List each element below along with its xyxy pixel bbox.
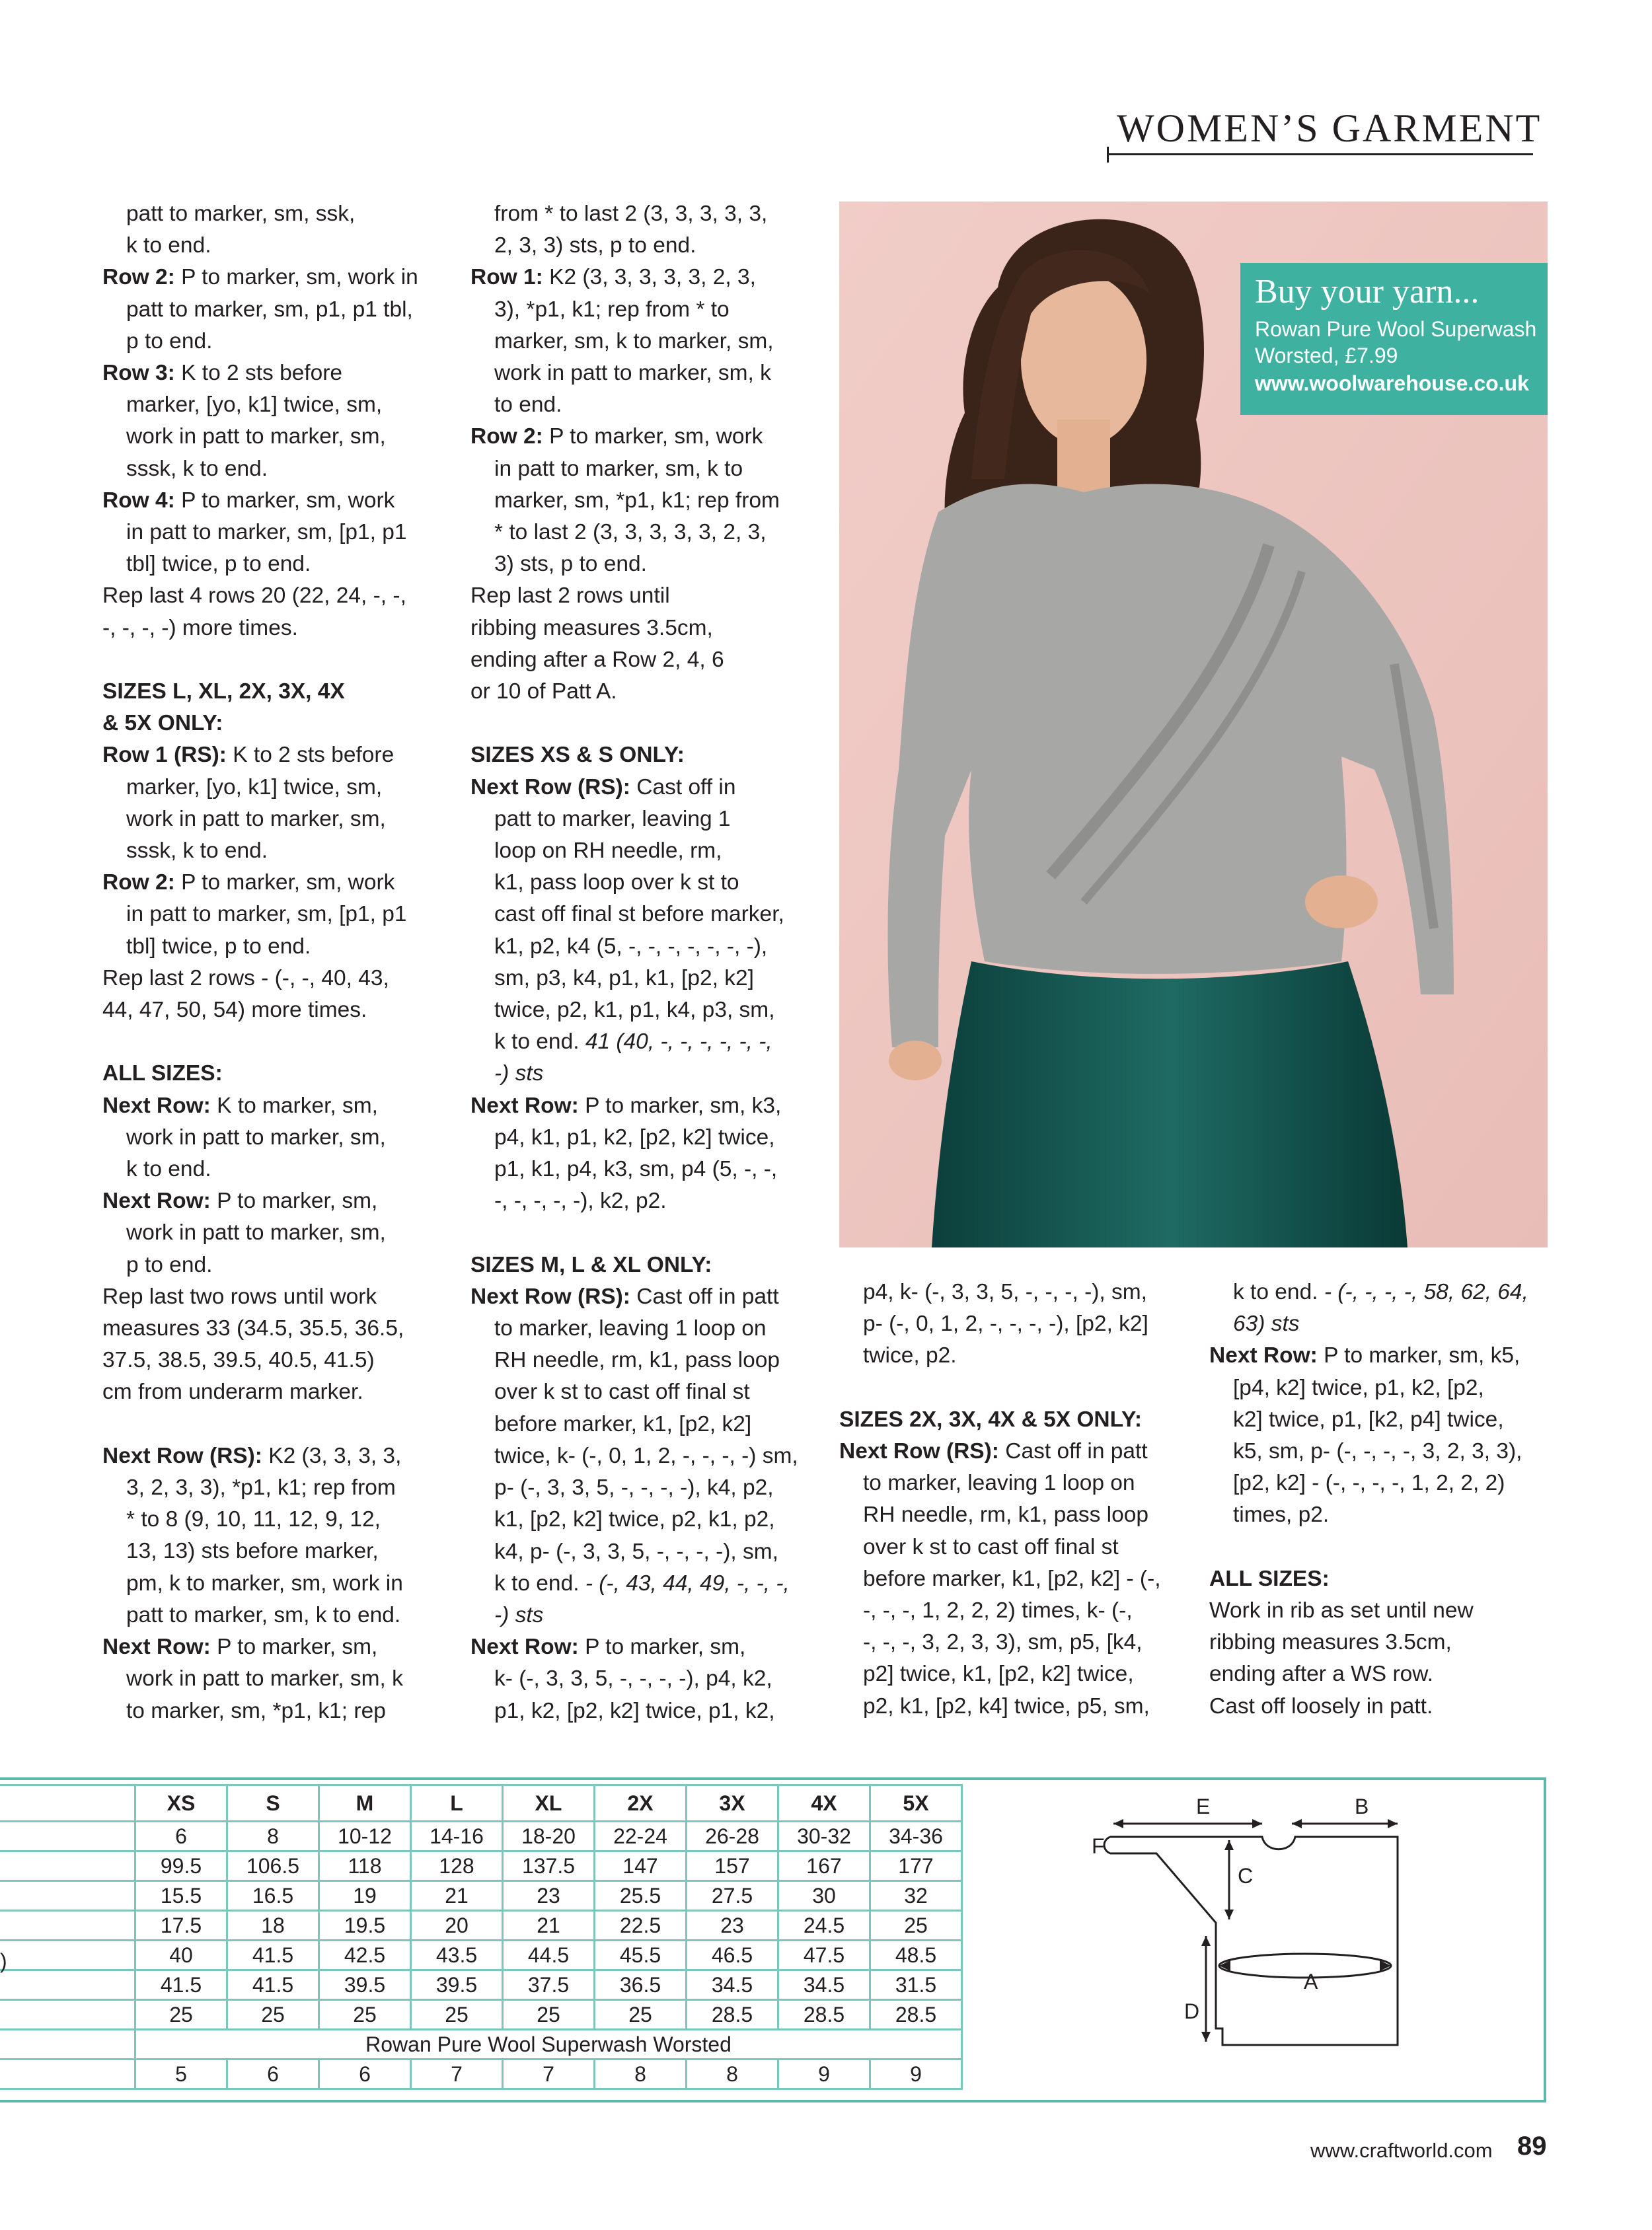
sizes-heading: ALL SIZES: — [102, 1061, 223, 1086]
table-cell: 25 — [227, 2000, 319, 2030]
text-line: twice, k- (-, 0, 1, 2, -, -, -, -) sm, — [494, 1443, 798, 1468]
text-line: loop on RH needle, rm, — [494, 838, 722, 864]
text-line: p to end. — [126, 1252, 213, 1277]
yarn-name-cell: Rowan Pure Wool Superwash Worsted — [135, 2030, 962, 2060]
row-instruction: Next Row (RS): Cast off in — [470, 774, 736, 799]
schematic-cuff-line — [1104, 1837, 1110, 1853]
row-label: Next Row: — [102, 1189, 211, 1214]
text-line: to marker, leaving 1 loop on — [494, 1316, 767, 1341]
table-row — [0, 1911, 962, 1941]
text-line: over k st to cast off final st — [863, 1534, 1119, 1559]
table-cell: 30 — [778, 1881, 870, 1911]
row-label: Row 2: — [470, 424, 543, 449]
label-f: F — [1092, 1834, 1105, 1858]
buy-yarn-title: Buy your yarn... — [1255, 273, 1480, 311]
text-line: p4, k- (-, 3, 3, 5, -, -, -, -), sm, — [863, 1280, 1147, 1304]
table-cell: 8 — [595, 2060, 687, 2089]
table-cell: 37.5 — [503, 1970, 595, 2000]
row-instruction: Row 1: K2 (3, 3, 3, 3, 3, 2, 3, — [470, 265, 756, 290]
table-cell: 2X — [595, 1785, 687, 1822]
table-row — [0, 1851, 962, 1881]
table-cell: 34.5 — [778, 1970, 870, 2000]
row-instruction: Next Row: P to marker, sm, — [102, 1189, 378, 1214]
row-label: Row 2: — [102, 870, 175, 895]
row-label-cell — [0, 1941, 135, 1970]
table-cell: 20 — [411, 1911, 503, 1941]
table-cell: 48.5 — [870, 1941, 962, 1970]
text-line: k2] twice, p1, [k2, p4] twice, — [1233, 1407, 1504, 1432]
table-cell: 7 — [503, 2060, 595, 2089]
text-line: marker, sm, k to marker, sm, — [494, 328, 774, 353]
text-line: twice, p2. — [863, 1343, 957, 1368]
garment-schematic — [1064, 1787, 1421, 2078]
title-rule-tick — [1107, 147, 1109, 163]
label-a: A — [1304, 1970, 1318, 1993]
table-cell: 31.5 — [870, 1970, 962, 2000]
sizes-heading: SIZES XS & S ONLY: — [470, 743, 685, 768]
text-line: in patt to marker, sm, k to — [494, 456, 743, 481]
table-cell: 177 — [870, 1851, 962, 1881]
text-line: Cast off loosely in patt. — [1209, 1693, 1433, 1719]
label-e: E — [1196, 1795, 1211, 1818]
text-line: or 10 of Patt A. — [470, 679, 617, 704]
table-cell: 106.5 — [227, 1851, 319, 1881]
text-line: to marker, sm, *p1, k1; rep — [126, 1698, 386, 1723]
table-cell: 128 — [411, 1851, 503, 1881]
table-cell: 6 — [319, 2060, 411, 2089]
text-line: -, -, -, 3, 2, 3, 3), sm, p5, [k4, — [863, 1630, 1143, 1655]
table-cell: 19.5 — [319, 1911, 411, 1941]
text-line: work in patt to marker, sm, — [126, 806, 386, 831]
table-row — [0, 1970, 962, 2000]
text-line: cast off final st before marker, — [494, 902, 784, 927]
table-cell: 3X — [687, 1785, 778, 1822]
text-line: marker, [yo, k1] twice, sm, — [126, 392, 383, 418]
text-line: work in patt to marker, sm, — [126, 424, 386, 449]
title-rule — [1107, 153, 1533, 155]
table-cell: 34-36 — [870, 1822, 962, 1851]
row-label-cell — [0, 1822, 135, 1851]
text-line: * to 8 (9, 10, 11, 12, 9, 12, — [126, 1507, 381, 1532]
row-label: Row 3: — [102, 361, 175, 386]
text-line: p- (-, 3, 3, 5, -, -, -, -), k4, p2, — [494, 1475, 774, 1501]
table-cell: 137.5 — [503, 1851, 595, 1881]
table-cell: XS — [135, 1785, 227, 1822]
text-line: over k st to cast off final st — [494, 1380, 750, 1405]
text-line: sm, p3, k4, p1, k1, [p2, k2] — [494, 965, 754, 990]
table-cell: 28.5 — [778, 2000, 870, 2030]
text-line: 44, 47, 50, 54) more times. — [102, 998, 367, 1023]
text-line: 37.5, 38.5, 39.5, 40.5, 41.5) — [102, 1348, 375, 1373]
text-line: from * to last 2 (3, 3, 3, 3, 3, — [494, 202, 768, 226]
text-line: work in patt to marker, sm, — [126, 1220, 386, 1245]
text-line: patt to marker, sm, p1, p1 tbl, — [126, 297, 413, 322]
table-cell: 42.5 — [319, 1941, 411, 1970]
text-line: pm, k to marker, sm, work in — [126, 1571, 403, 1596]
text-line: -) sts — [494, 1602, 544, 1627]
text-line: Rep last two rows until work — [102, 1284, 377, 1309]
table-cell: 44.5 — [503, 1941, 595, 1970]
table-cell: 18 — [227, 1911, 319, 1941]
table-cell: 43.5 — [411, 1941, 503, 1970]
row-label: Row 1: — [470, 265, 543, 290]
text-line: k to end. - (-, 43, 44, 49, -, -, -, — [494, 1571, 790, 1596]
table-cell: 34.5 — [687, 1970, 778, 2000]
table-cell: 39.5 — [411, 1970, 503, 2000]
table-cell: M — [319, 1785, 411, 1822]
text-line: ending after a Row 2, 4, 6 — [470, 647, 724, 672]
table-cell: 5X — [870, 1785, 962, 1822]
text-line: marker, [yo, k1] twice, sm, — [126, 774, 383, 799]
text-line: p to end. — [126, 328, 213, 353]
table-cell: 25 — [411, 2000, 503, 2030]
row-instruction: Next Row (RS): K2 (3, 3, 3, 3, — [102, 1443, 402, 1468]
row-instruction: Next Row (RS): Cast off in patt — [470, 1284, 779, 1309]
row-instruction: Next Row: P to marker, sm, — [102, 1635, 378, 1660]
table-cell: 41.5 — [135, 1970, 227, 2000]
text-line: in patt to marker, sm, [p1, p1 — [126, 520, 407, 545]
pattern-column-4 — [1209, 1277, 1553, 1723]
table-cell: 157 — [687, 1851, 778, 1881]
text-line: 3), *p1, k1; rep from * to — [494, 297, 730, 322]
table-row — [0, 1941, 962, 1970]
text-line: 3, 2, 3, 3), *p1, k1; rep from — [126, 1475, 396, 1501]
text-line: in patt to marker, sm, [p1, p1 — [126, 902, 407, 927]
text-line: ending after a WS row. — [1209, 1662, 1433, 1687]
text-line: cm from underarm marker. — [102, 1380, 363, 1405]
table-cell: 25 — [135, 2000, 227, 2030]
text-line: k to end. 41 (40, -, -, -, -, -, -, — [494, 1029, 772, 1055]
table-cell: 41.5 — [227, 1970, 319, 2000]
text-line: to end. — [494, 392, 562, 418]
table-cell: 28.5 — [870, 2000, 962, 2030]
text-line: RH needle, rm, k1, pass loop — [863, 1503, 1148, 1528]
row-label: Next Row: — [470, 1635, 579, 1660]
text-line: times, p2. — [1233, 1503, 1330, 1528]
table-cell: 18-20 — [503, 1822, 595, 1851]
table-cell: 47.5 — [778, 1941, 870, 1970]
table-cell: 23 — [687, 1911, 778, 1941]
label-d: D — [1184, 1999, 1200, 2023]
table-cell: XL — [503, 1785, 595, 1822]
table-cell: 17.5 — [135, 1911, 227, 1941]
table-cell: 30-32 — [778, 1822, 870, 1851]
pattern-column-3 — [839, 1277, 1196, 1723]
text-line: p1, k2, [p2, k2] twice, p1, k2, — [494, 1698, 775, 1723]
table-cell: 6 — [227, 2060, 319, 2089]
label-c: C — [1238, 1864, 1254, 1888]
row-instruction: Next Row: K to marker, sm, — [102, 1093, 378, 1118]
text-line: patt to marker, sm, k to end. — [126, 1602, 401, 1627]
text-line: sssk, k to end. — [126, 456, 268, 481]
table-cell: S — [227, 1785, 319, 1822]
table-cell: 36.5 — [595, 1970, 687, 2000]
table-row — [0, 1822, 962, 1851]
table-cell: 45.5 — [595, 1941, 687, 1970]
text-line: measures 33 (34.5, 35.5, 36.5, — [102, 1316, 404, 1341]
table-cell: 99.5 — [135, 1851, 227, 1881]
table-cell: 5 — [135, 2060, 227, 2089]
text-line: sssk, k to end. — [126, 838, 268, 864]
text-line: tbl] twice, p to end. — [126, 934, 311, 959]
table-header-row — [0, 1785, 962, 1822]
text-line: work in patt to marker, sm, k — [126, 1666, 403, 1691]
row-instruction: Next Row: P to marker, sm, k5, — [1209, 1343, 1521, 1368]
table-row — [0, 2000, 962, 2030]
text-line: -, -, -, -) more times. — [102, 615, 298, 640]
row-instruction: Next Row (RS): Cast off in patt — [839, 1439, 1148, 1464]
text-line: p2, k1, [p2, k4] twice, p5, sm, — [863, 1693, 1150, 1719]
table-cell: 6 — [135, 1822, 227, 1851]
row-label-cell — [0, 1881, 135, 1911]
pattern-column-1 — [102, 198, 459, 1727]
row-instruction: Row 2: P to marker, sm, work — [470, 424, 763, 449]
text-line: k5, sm, p- (-, -, -, -, 3, 2, 3, 3), — [1233, 1439, 1522, 1464]
table-cell: L — [411, 1785, 503, 1822]
table-cell: 21 — [411, 1881, 503, 1911]
table-row-balls — [0, 2060, 962, 2089]
yarn-row — [0, 2030, 962, 2060]
text-line: [p2, k2] - (-, -, -, -, 1, 2, 2, 2) — [1233, 1471, 1505, 1496]
row-instruction: Row 3: K to 2 sts before — [102, 361, 343, 386]
row-instruction: Row 4: P to marker, sm, work — [102, 488, 395, 513]
table-cell: 22.5 — [595, 1911, 687, 1941]
table-cell: 147 — [595, 1851, 687, 1881]
table-cell: 25 — [503, 2000, 595, 2030]
row-label: Row 2: — [102, 265, 175, 290]
table-cell: 25 — [870, 1911, 962, 1941]
text-line: before marker, k1, [p2, k2] - (-, — [863, 1566, 1161, 1591]
text-line: p1, k1, p4, k3, sm, p4 (5, -, -, — [494, 1157, 778, 1182]
table-cell: 27.5 — [687, 1881, 778, 1911]
table-cell: 25 — [319, 2000, 411, 2030]
table-cell: 24.5 — [778, 1911, 870, 1941]
sizes-heading: SIZES L, XL, 2X, 3X, 4X — [102, 679, 345, 704]
row-instruction: Row 1 (RS): K to 2 sts before — [102, 743, 394, 768]
table-cell: 32 — [870, 1881, 962, 1911]
page-number: 89 — [1517, 2132, 1547, 2161]
table-cell: 16.5 — [227, 1881, 319, 1911]
row-label-cell — [0, 1911, 135, 1941]
pattern-column-2 — [470, 198, 827, 1727]
text-line: p2] twice, k1, [p2, k2] twice, — [863, 1662, 1134, 1687]
table-cell: 40 — [135, 1941, 227, 1970]
text-line: -, -, -, 1, 2, 2, 2) times, k- (-, — [863, 1598, 1133, 1623]
text-line: [p4, k2] twice, p1, k2, [p2, — [1233, 1375, 1484, 1400]
text-line: to marker, leaving 1 loop on — [863, 1471, 1135, 1496]
table-cell: 25.5 — [595, 1881, 687, 1911]
text-line: 13, 13) sts before marker, — [126, 1539, 379, 1564]
text-line: k to end. — [126, 1157, 211, 1182]
table-cell: 28.5 — [687, 2000, 778, 2030]
table-cell: 15.5 — [135, 1881, 227, 1911]
row-instruction: Next Row: P to marker, sm, k3, — [470, 1093, 782, 1118]
table-cell: 39.5 — [319, 1970, 411, 2000]
row-instruction: Next Row: P to marker, sm, — [470, 1635, 746, 1660]
table-cell: 25 — [595, 2000, 687, 2030]
text-line: * to last 2 (3, 3, 3, 3, 3, 2, 3, — [494, 520, 767, 545]
text-line: k1, p2, k4 (5, -, -, -, -, -, -, -), — [494, 934, 768, 959]
text-line: -, -, -, -, -), k2, p2. — [494, 1189, 667, 1214]
text-line: patt to marker, leaving 1 — [494, 806, 731, 831]
table-cell: 167 — [778, 1851, 870, 1881]
text-line: Rep last 4 rows 20 (22, 24, -, -, — [102, 583, 406, 609]
text-line: Work in rib as set until new — [1209, 1598, 1474, 1623]
sizes-heading: SIZES M, L & XL ONLY: — [470, 1252, 712, 1277]
text-line: k to end. - (-, -, -, -, 58, 62, 64, — [1233, 1280, 1528, 1304]
row-label: Row 4: — [102, 488, 175, 513]
text-line: 63) sts — [1233, 1312, 1300, 1337]
table-cell: 23 — [503, 1881, 595, 1911]
text-line: k1, pass loop over k st to — [494, 870, 739, 895]
table-cell: 4X — [778, 1785, 870, 1822]
text-line: ribbing measures 3.5cm, — [470, 615, 713, 640]
table-cell: 46.5 — [687, 1941, 778, 1970]
row-label: Next Row (RS): — [102, 1443, 262, 1468]
table-row — [0, 1881, 962, 1911]
table-cell: 41.5 — [227, 1941, 319, 1970]
table-cell: 19 — [319, 1881, 411, 1911]
row-label: Next Row (RS): — [470, 1284, 630, 1309]
row-label: Next Row (RS): — [839, 1439, 999, 1464]
row-label-cell — [0, 2030, 135, 2060]
row-label-cell — [0, 1851, 135, 1881]
table-cell: 8 — [687, 2060, 778, 2089]
row-label: Row 1 (RS): — [102, 743, 227, 768]
text-line: RH needle, rm, k1, pass loop — [494, 1348, 780, 1373]
text-line: k4, p- (-, 3, 3, 5, -, -, -, -), sm, — [494, 1539, 778, 1564]
sizes-heading: ALL SIZES: — [1209, 1566, 1330, 1591]
table-cell: 7 — [411, 2060, 503, 2089]
text-line: marker, sm, *p1, k1; rep from — [494, 488, 780, 513]
size-table — [0, 1784, 963, 2090]
text-line: 2, 3, 3) sts, p to end. — [494, 233, 696, 258]
table-cell: 9 — [870, 2060, 962, 2089]
text-line: twice, p2, k1, p1, k4, p3, sm, — [494, 998, 775, 1023]
text-line: patt to marker, sm, ssk, — [126, 202, 356, 226]
row-label: Next Row: — [102, 1093, 211, 1118]
label-b: B — [1355, 1795, 1369, 1818]
row-label-cell — [0, 1970, 135, 2000]
row-label-cell — [0, 1785, 135, 1822]
text-line: p4, k1, p1, k2, [p2, k2] twice, — [494, 1125, 775, 1150]
text-line: before marker, k1, [p2, k2] — [494, 1411, 752, 1436]
text-line: k1, [p2, k2] twice, p2, k1, p2, — [494, 1507, 775, 1532]
row-label-cell — [0, 2000, 135, 2030]
text-line: work in patt to marker, sm, — [126, 1125, 386, 1150]
text-line: 3) sts, p to end. — [494, 552, 647, 577]
row-instruction: Row 2: P to marker, sm, work — [102, 870, 395, 895]
row-label-cell — [0, 2060, 135, 2089]
sizes-heading: SIZES 2X, 3X, 4X & 5X ONLY: — [839, 1407, 1143, 1432]
schematic-outline — [1110, 1837, 1398, 2045]
row-instruction: Row 2: P to marker, sm, work in — [102, 265, 418, 290]
footer-url[interactable]: www.craftworld.com — [1310, 2139, 1493, 2162]
text-line: p- (-, 0, 1, 2, -, -, -, -), [p2, k2] — [863, 1312, 1148, 1337]
yarn-shop-link[interactable]: www.woolwarehouse.co.uk — [1255, 371, 1529, 395]
row-label: Next Row: — [470, 1093, 579, 1118]
text-line: k to end. — [126, 233, 211, 258]
text-line: Rep last 2 rows until — [470, 583, 670, 609]
table-cell: 21 — [503, 1911, 595, 1941]
text-line: tbl] twice, p to end. — [126, 552, 311, 577]
buy-yarn-box — [1240, 263, 1548, 415]
cropped-label-mark: ) — [0, 1949, 7, 1973]
table-cell: 22-24 — [595, 1822, 687, 1851]
text-line: ribbing measures 3.5cm, — [1209, 1630, 1452, 1655]
yarn-name: Rowan Pure Wool Superwash Worsted, £7.99 — [1255, 317, 1537, 367]
text-line: Rep last 2 rows - (-, -, 40, 43, — [102, 965, 389, 990]
table-cell: 14-16 — [411, 1822, 503, 1851]
sizes-heading: & 5X ONLY: — [102, 711, 223, 736]
table-cell: 8 — [227, 1822, 319, 1851]
row-label: Next Row: — [1209, 1343, 1318, 1368]
table-cell: 9 — [778, 2060, 870, 2089]
text-line: work in patt to marker, sm, k — [494, 361, 771, 386]
row-label: Next Row: — [102, 1635, 211, 1660]
text-line: -) sts — [494, 1061, 544, 1086]
text-line: k- (-, 3, 3, 5, -, -, -, -), p4, k2, — [494, 1666, 772, 1691]
table-cell: 10-12 — [319, 1822, 411, 1851]
table-cell: 118 — [319, 1851, 411, 1881]
row-label: Next Row (RS): — [470, 774, 630, 799]
section-title: WOMEN’S GARMENT — [1117, 106, 1542, 150]
table-cell: 26-28 — [687, 1822, 778, 1851]
